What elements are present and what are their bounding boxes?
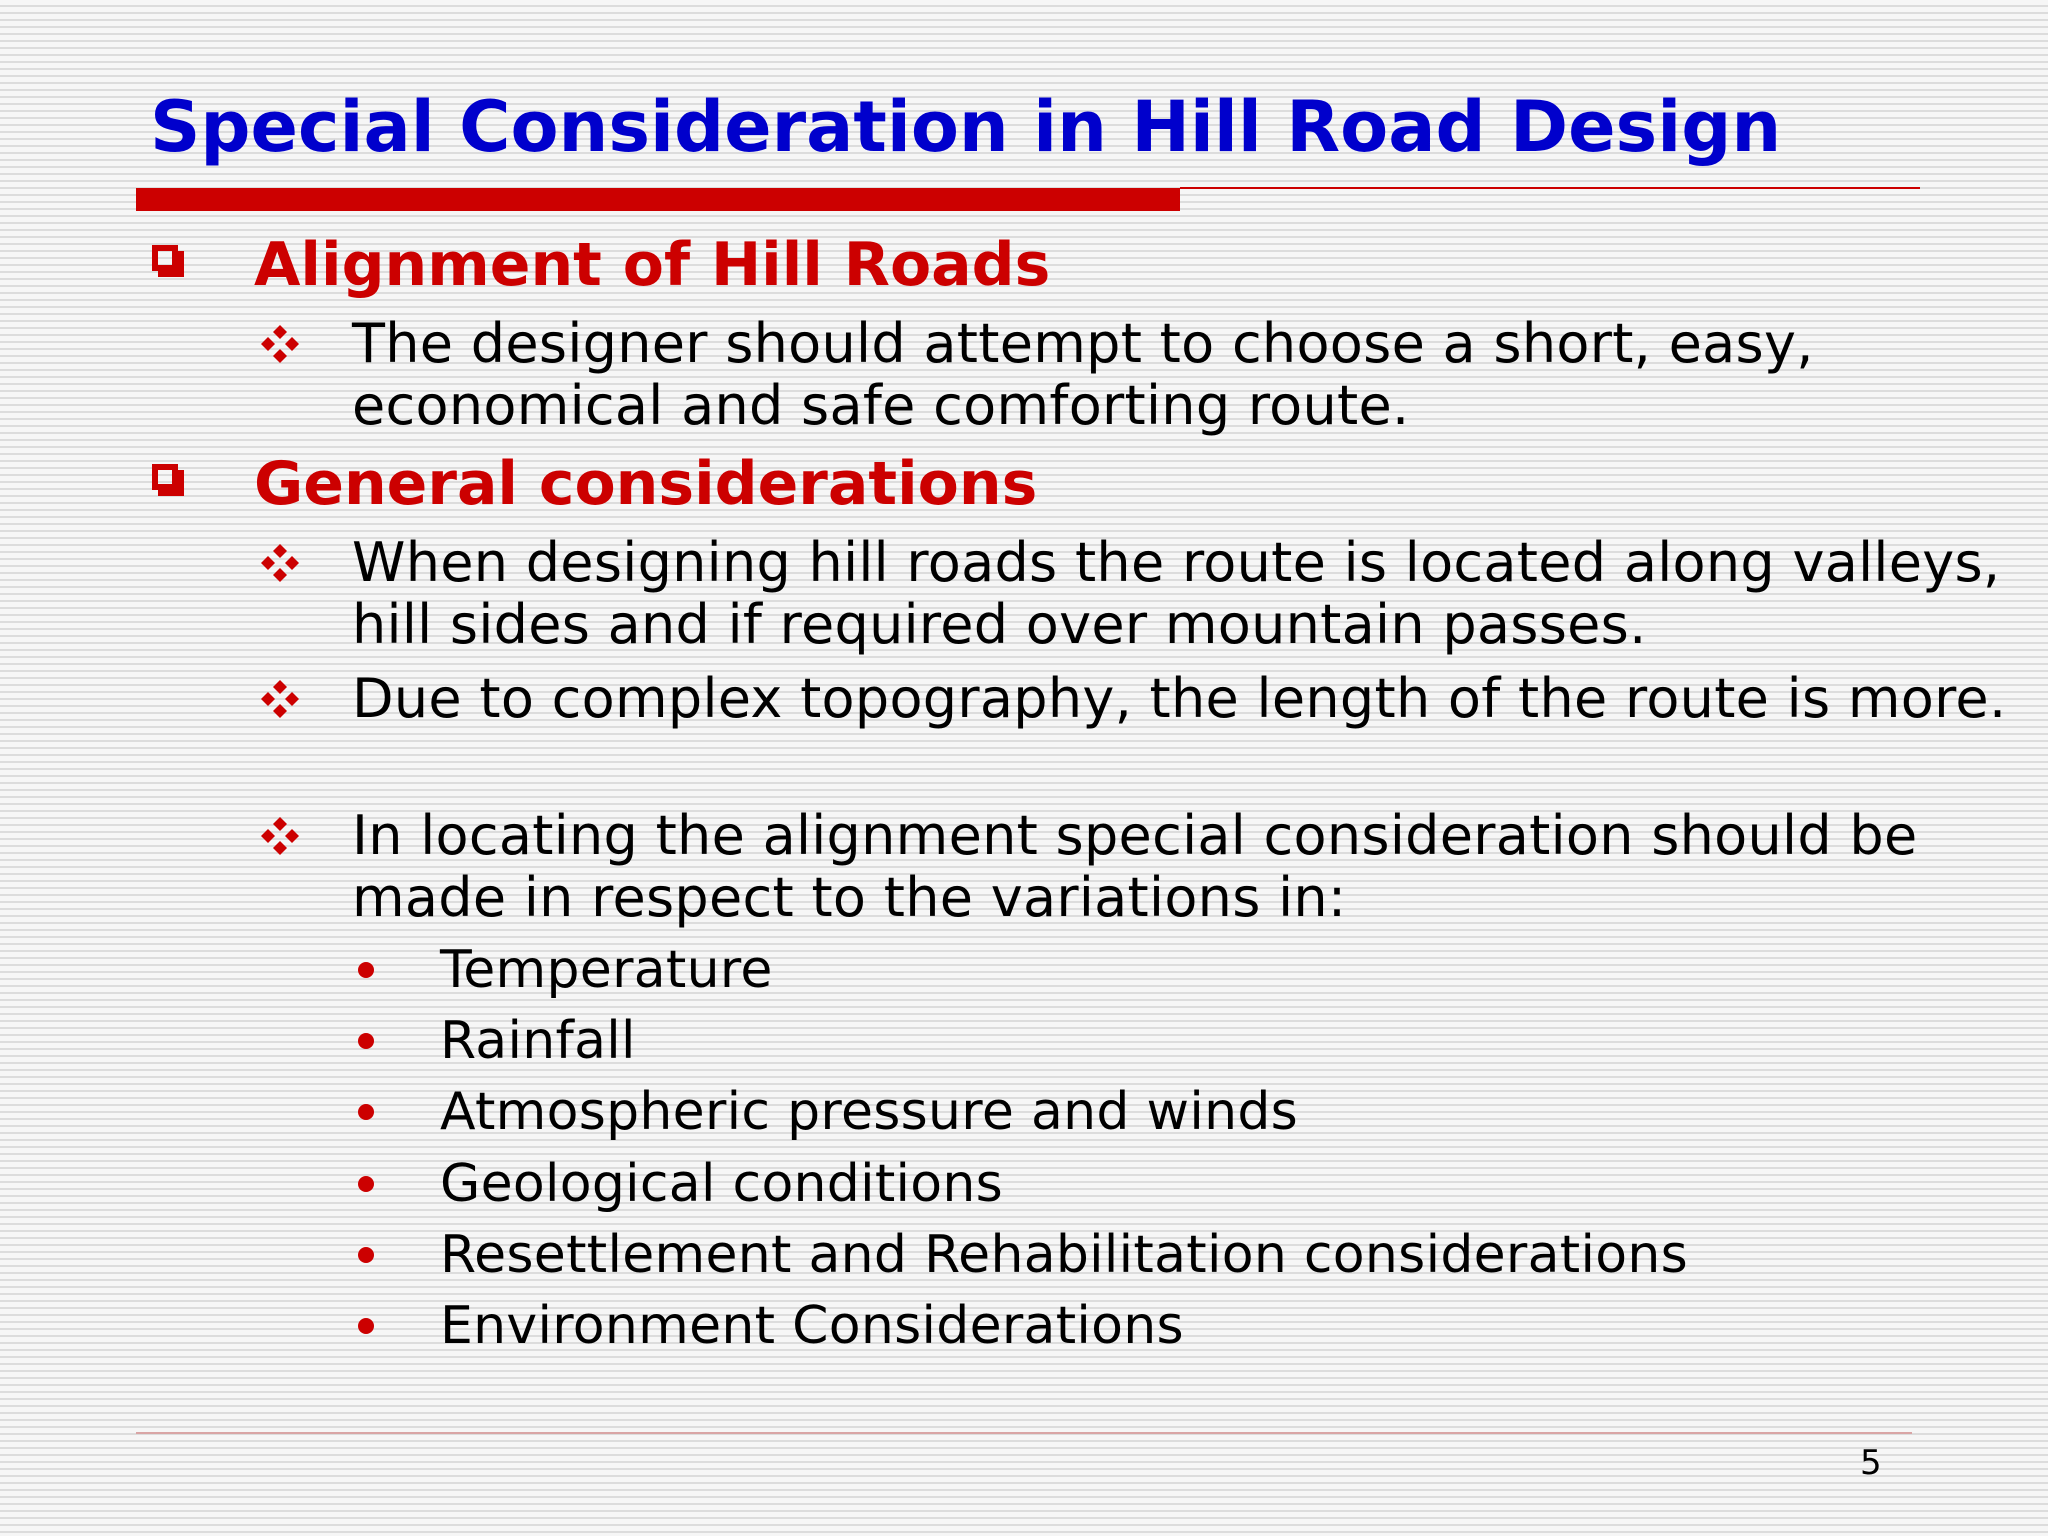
four-diamond-icon bbox=[256, 668, 304, 730]
round-dot-icon bbox=[358, 962, 374, 978]
list-item bbox=[256, 805, 2016, 929]
sub-list-item bbox=[350, 1296, 1184, 1356]
four-diamond-icon bbox=[256, 805, 304, 867]
section-heading-text: Alignment of Hill Roads bbox=[254, 230, 1051, 300]
round-dot-icon bbox=[358, 1318, 374, 1334]
list-item-text: The designer should attempt to choose a short, easy, economical and safe comforting route. bbox=[352, 312, 1814, 437]
sub-list-item bbox=[350, 940, 773, 1000]
round-dot-icon bbox=[358, 1247, 374, 1263]
section-heading-text: General considerations bbox=[254, 449, 1038, 519]
sub-list-item bbox=[350, 1225, 1688, 1285]
sub-list-item-text: Environment Considerations bbox=[440, 1296, 1184, 1356]
round-dot-icon bbox=[358, 1033, 374, 1049]
four-diamond-icon bbox=[256, 313, 304, 375]
list-item bbox=[256, 313, 2016, 437]
list-item-text: When designing hill roads the route is located along valleys, hill sides and if required over mountain passes. bbox=[352, 531, 2001, 656]
sub-list-item-text: Temperature bbox=[440, 940, 773, 1000]
title-underline-thin bbox=[1180, 187, 1920, 189]
list-item-text: Due to complex topography, the length of the route is more. bbox=[352, 667, 2007, 730]
list-item bbox=[256, 668, 2016, 730]
four-diamond-icon bbox=[256, 532, 304, 594]
footer-divider bbox=[136, 1432, 1912, 1434]
sub-list-item bbox=[350, 1082, 1298, 1142]
sub-list-item-text: Geological conditions bbox=[440, 1154, 1004, 1214]
slide-title: Special Consideration in Hill Road Design bbox=[150, 86, 1782, 168]
sub-list-item-text: Atmospheric pressure and winds bbox=[440, 1082, 1299, 1142]
page-number: 5 bbox=[1860, 1443, 1882, 1483]
sub-list-item bbox=[350, 1154, 1003, 1214]
hollow-square-icon bbox=[152, 245, 178, 271]
title-underline-thick bbox=[136, 188, 1180, 211]
sub-list-item bbox=[350, 1011, 636, 1071]
list-item-text: In locating the alignment special consideration should be made in respect to the variations in: bbox=[352, 804, 1918, 929]
hollow-square-icon bbox=[152, 464, 178, 490]
round-dot-icon bbox=[358, 1176, 374, 1192]
list-item bbox=[256, 532, 2016, 656]
round-dot-icon bbox=[358, 1104, 374, 1120]
sub-list-item-text: Resettlement and Rehabilitation considerations bbox=[440, 1225, 1688, 1285]
sub-list-item-text: Rainfall bbox=[440, 1011, 636, 1071]
